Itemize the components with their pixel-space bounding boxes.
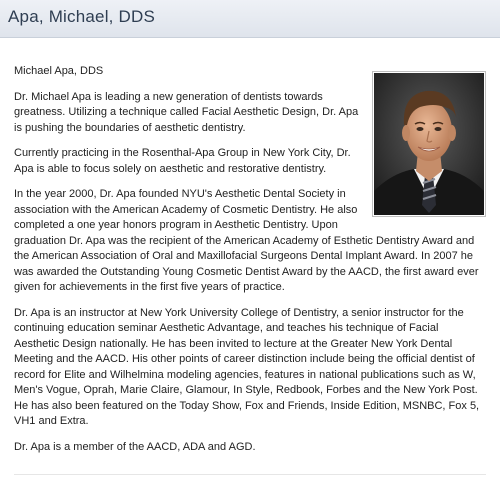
page-title: Apa, Michael, DDS: [8, 7, 156, 26]
name-line: Michael Apa, DDS: [14, 65, 104, 77]
portrait-image: [374, 73, 484, 215]
bio-paragraph-1: Dr. Michael Apa is leading a new generation of dentists towards greatness. Utilizing a technique called Facial Aesthetic Design, Dr. Apa is pushing the boundaries of aesthetic dentistry.: [14, 90, 359, 134]
bio-paragraph-5: Dr. Apa is a member of the AACD, ADA and AGD.: [14, 440, 256, 453]
page-header: [0, 0, 500, 38]
portrait-photo: [372, 71, 486, 217]
bio-paragraph-4: Dr. Apa is an instructor at New York University College of Dentistry, a senior instructor for the continuing education seminar Aesthetic Advantage, and teaches his technique of Facial Aesthetic Design nationally. He has been invited to lecture at the Greater New York Dental Meeting and the AACD. His other points of career distinction include being the official dentist of record for Elite and Wilhelmina modeling agencies, features in national publications such as W, Men's Vogue, Oprah, Marie Claire, Glamour, In Style, Redbook, Forbes and the New York Post. He has also been featured on the Today Show, Fox and Friends, Inside Edition, MSNBC, Fox 5, VH1 and Extra.: [14, 306, 480, 427]
bottom-divider: [14, 474, 486, 475]
bio-paragraph-3: In the year 2000, Dr. Apa founded NYU's Aesthetic Dental Society in association with the American Academy of Cosmetic Dentistry. He also completed a one year honors program in Aesthetic Dentistry. Upon graduation Dr. Apa was the recipient of the American Academy of Esthetic Dentistry Award and the American Association of Oral and Maxillofacial Surgeons Dental Implant Award. In 2007 he was awarded the Outstanding Young Cosmetic Dentist Award by the AACD, the first award ever given for achievements in the first five years of practice.: [14, 188, 479, 293]
bio-paragraph-2: Currently practicing in the Rosenthal-Apa Group in New York City, Dr. Apa is able to focus solely on aesthetic and restorative dentistry.: [14, 147, 351, 175]
bio-content: [14, 64, 486, 465]
